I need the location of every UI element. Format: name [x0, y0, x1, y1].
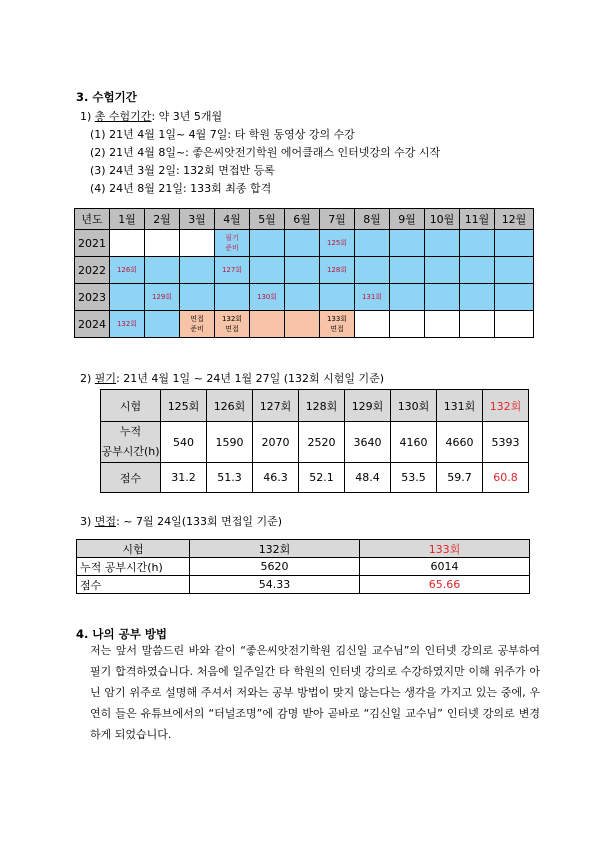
calendar-year: 2024 — [75, 311, 110, 338]
calendar-header-cell: 6월 — [285, 209, 320, 230]
calendar-cell — [215, 230, 250, 257]
item-number: 1) — [80, 110, 92, 123]
calendar-header-cell: 12월 — [495, 209, 534, 230]
calendar-cell-label: 129회 — [151, 293, 173, 301]
exam-session: 131회 — [437, 390, 483, 422]
calendar-row-2023 — [75, 284, 534, 311]
written-exam-label: 필기 — [94, 372, 117, 385]
total-period-label: 총 수험기간 — [94, 110, 152, 123]
item-number: 2) — [80, 372, 92, 385]
item-number: 3) — [80, 515, 92, 528]
interview-label: 면접 — [94, 515, 117, 528]
calendar-header-cell: 3월 — [180, 209, 215, 230]
exam-hours-value: 2520 — [299, 422, 345, 463]
exam-hours-value: 1590 — [207, 422, 253, 463]
calendar-cell — [495, 311, 534, 338]
exam-score-value: 31.2 — [161, 463, 207, 493]
calendar-cell — [145, 284, 180, 311]
calendar-cell — [285, 257, 320, 284]
interview-header-row — [77, 540, 530, 558]
interview-score-label: 점수 — [77, 576, 190, 594]
calendar-year: 2021 — [75, 230, 110, 257]
exam-score-value: 46.3 — [253, 463, 299, 493]
study-method-paragraph: 저는 앞서 말씀드린 바와 같이 “좋은씨앗전기학원 김신일 교수님”의 인터넷 강의로 공부하여 필기 합격하였습니다. 처음에 일주일간 타 학원의 인터넷 강의로 수강하였지만 이해 위주가 아닌 암기 위주로 설명해 주셔서 저와는 공부 방법이 맞지 않는다는 생각을 가지고 있는 중에, 우연히 들은 유튜브에서의 “터널조명”에 감명 받아 곧바로 “김신일 교수님” 인터넷 강의로 변경하게 되었습니다. — [90, 644, 540, 741]
calendar-cell — [145, 257, 180, 284]
calendar-header-cell: 5월 — [250, 209, 285, 230]
total-period-value: : 약 3년 5개월 — [151, 110, 223, 123]
interview-header-label: 시험 — [77, 540, 190, 558]
calendar-cell — [250, 311, 285, 338]
calendar-header-cell: 7월 — [320, 209, 355, 230]
written-exam-heading — [80, 372, 384, 386]
calendar-cell — [180, 311, 215, 338]
interview-score-row — [77, 576, 530, 594]
written-exam-table — [100, 389, 529, 493]
calendar-cell — [320, 284, 355, 311]
calendar-cell — [215, 311, 250, 338]
exam-hours-label — [101, 422, 161, 463]
calendar-cell — [250, 257, 285, 284]
study-calendar-table — [74, 208, 534, 338]
calendar-cell — [355, 230, 390, 257]
exam-session: 129회 — [345, 390, 391, 422]
interview-hours-value: 5620 — [190, 558, 360, 576]
exam-hours-row — [101, 422, 529, 463]
timeline-line-3: (3) 24년 3월 2일: 132회 면접반 등록 — [90, 164, 275, 177]
calendar-cell — [355, 311, 390, 338]
calendar-header-cell: 8월 — [355, 209, 390, 230]
interview-session: 132회 — [190, 540, 360, 558]
calendar-cell — [320, 230, 355, 257]
exam-header-label: 시험 — [101, 390, 161, 422]
exam-session: 127회 — [253, 390, 299, 422]
calendar-cell-label: 면접 준비 — [190, 315, 204, 333]
calendar-cell — [460, 311, 495, 338]
exam-hours-label-line: 누적 — [119, 425, 142, 438]
calendar-header-cell: 1월 — [110, 209, 145, 230]
calendar-cell — [425, 311, 460, 338]
calendar-cell — [495, 284, 534, 311]
calendar-cell-label: 131회 — [361, 293, 383, 301]
calendar-cell — [145, 311, 180, 338]
calendar-cell-label: 133회 면접 — [326, 315, 348, 333]
exam-period-summary — [80, 110, 222, 124]
timeline-line-4: (4) 24년 8월 21일: 133회 최종 합격 — [90, 182, 272, 195]
calendar-cell-label: 130회 — [256, 293, 278, 301]
calendar-cell — [425, 257, 460, 284]
exam-hours-value: 2070 — [253, 422, 299, 463]
calendar-header-cell: 11월 — [460, 209, 495, 230]
interview-hours-row — [77, 558, 530, 576]
exam-score-row — [101, 463, 529, 493]
calendar-row-2022 — [75, 257, 534, 284]
calendar-cell — [110, 257, 145, 284]
calendar-cell — [320, 311, 355, 338]
exam-session: 126회 — [207, 390, 253, 422]
exam-score-value: 48.4 — [345, 463, 391, 493]
calendar-year: 2022 — [75, 257, 110, 284]
exam-hours-value: 4660 — [437, 422, 483, 463]
interview-score-value: 54.33 — [190, 576, 360, 594]
interview-heading — [80, 515, 282, 529]
interview-hours-value: 6014 — [360, 558, 530, 576]
calendar-cell — [425, 230, 460, 257]
calendar-cell — [215, 284, 250, 311]
exam-session: 130회 — [391, 390, 437, 422]
calendar-header-row — [75, 209, 534, 230]
calendar-cell — [110, 311, 145, 338]
calendar-cell — [495, 257, 534, 284]
calendar-cell — [110, 230, 145, 257]
exam-header-row — [101, 390, 529, 422]
exam-session: 128회 — [299, 390, 345, 422]
calendar-cell — [215, 257, 250, 284]
calendar-cell-label: 132회 — [116, 320, 138, 328]
calendar-header-cell: 9월 — [390, 209, 425, 230]
calendar-cell — [460, 257, 495, 284]
calendar-cell-label: 132회 면접 — [221, 315, 243, 333]
exam-score-value: 52.1 — [299, 463, 345, 493]
calendar-cell — [180, 257, 215, 284]
calendar-cell — [460, 284, 495, 311]
calendar-header-cell: 2월 — [145, 209, 180, 230]
exam-hours-value: 5393 — [483, 422, 529, 463]
calendar-cell — [460, 230, 495, 257]
section-3-title: 3. 수험기간 — [76, 90, 137, 104]
calendar-cell — [390, 257, 425, 284]
interview-period: : ~ 7월 24일(133회 면접일 기준) — [116, 515, 283, 528]
calendar-cell — [390, 230, 425, 257]
calendar-cell — [180, 284, 215, 311]
calendar-cell-label: 128회 — [326, 266, 348, 274]
exam-hours-value: 540 — [161, 422, 207, 463]
calendar-cell — [145, 230, 180, 257]
exam-hours-label-line: 공부시간(h) — [101, 445, 160, 458]
interview-hours-label: 누적 공부시간(h) — [77, 558, 190, 576]
calendar-cell — [355, 284, 390, 311]
calendar-header-cell: 10월 — [425, 209, 460, 230]
interview-session: 133회 — [360, 540, 530, 558]
calendar-header-cell: 년도 — [75, 209, 110, 230]
timeline-line-1: (1) 21년 4월 1일~ 4월 7일: 타 학원 동영상 강의 수강 — [90, 128, 355, 141]
exam-hours-value: 4160 — [391, 422, 437, 463]
calendar-year: 2023 — [75, 284, 110, 311]
calendar-cell — [355, 257, 390, 284]
calendar-cell — [285, 230, 320, 257]
calendar-row-2024 — [75, 311, 534, 338]
exam-score-label: 점수 — [101, 463, 161, 493]
calendar-cell — [320, 257, 355, 284]
calendar-cell — [110, 284, 145, 311]
exam-session: 125회 — [161, 390, 207, 422]
calendar-header-cell: 4월 — [215, 209, 250, 230]
calendar-cell — [495, 230, 534, 257]
calendar-cell — [250, 284, 285, 311]
section-4-title: 4. 나의 공부 방법 — [76, 627, 168, 641]
calendar-cell-label: 125회 — [326, 239, 348, 247]
exam-score-value: 53.5 — [391, 463, 437, 493]
written-exam-period: : 21년 4월 1일 ~ 24년 1월 27일 (132회 시험일 기준) — [116, 372, 385, 385]
calendar-cell-label: 126회 — [116, 266, 138, 274]
exam-score-value: 60.8 — [483, 463, 529, 493]
calendar-cell — [250, 230, 285, 257]
interview-score-value: 65.66 — [360, 576, 530, 594]
calendar-cell — [285, 311, 320, 338]
calendar-cell — [390, 311, 425, 338]
calendar-cell-label: 127회 — [221, 266, 243, 274]
timeline-line-2: (2) 21년 4월 8일~: 좋은씨앗전기학원 에어클래스 인터넷강의 수강 시작 — [90, 146, 441, 159]
exam-score-value: 51.3 — [207, 463, 253, 493]
calendar-cell — [390, 284, 425, 311]
calendar-cell — [285, 284, 320, 311]
interview-table — [76, 539, 530, 594]
calendar-cell — [425, 284, 460, 311]
calendar-row-2021 — [75, 230, 534, 257]
calendar-cell — [180, 230, 215, 257]
exam-session: 132회 — [483, 390, 529, 422]
exam-score-value: 59.7 — [437, 463, 483, 493]
exam-hours-value: 3640 — [345, 422, 391, 463]
calendar-cell-label: 필기 준비 — [225, 234, 239, 252]
